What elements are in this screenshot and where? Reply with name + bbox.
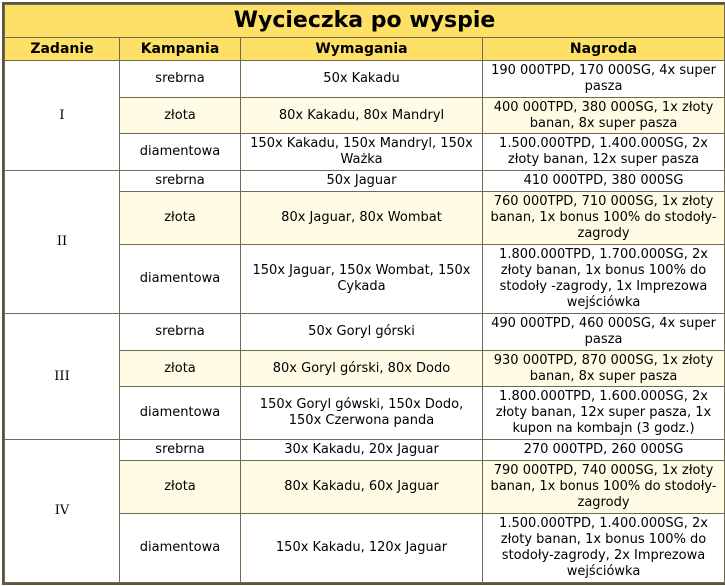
- wymagania-cell: 80x Kakadu, 60x Jaguar: [241, 461, 483, 514]
- nagroda-cell: 400 000TPD, 380 000SG, 1x złoty banan, 8x super pasza: [483, 98, 725, 134]
- kampania-cell: srebrna: [120, 314, 241, 351]
- wymagania-cell: 30x Kakadu, 20x Jaguar: [241, 440, 483, 461]
- campaign-table-container: [2, 2, 725, 585]
- kampania-cell: diamentowa: [120, 387, 241, 440]
- nagroda-cell: 760 000TPD, 710 000SG, 1x złoty banan, 1x bonus 100% do stodoły-zagrody: [483, 192, 725, 245]
- wymagania-cell: 80x Jaguar, 80x Wombat: [241, 192, 483, 245]
- task-cell: IV: [5, 440, 120, 583]
- kampania-cell: złota: [120, 461, 241, 514]
- nagroda-cell: 930 000TPD, 870 000SG, 1x złoty banan, 8x super pasza: [483, 351, 725, 387]
- table-title: Wycieczka po wyspie: [5, 5, 725, 38]
- wymagania-cell: 50x Kakadu: [241, 61, 483, 98]
- header-nagroda: Nagroda: [483, 38, 725, 61]
- kampania-cell: diamentowa: [120, 245, 241, 314]
- wymagania-cell: 80x Goryl górski, 80x Dodo: [241, 351, 483, 387]
- nagroda-cell: 1.800.000TPD, 1.700.000SG, 2x złoty banan, 1x bonus 100% do stodoły -zagrody, 1x Imprezowa wejściówka: [483, 245, 725, 314]
- nagroda-cell: 1.500.000TPD, 1.400.000SG, 2x złoty banan, 1x bonus 100% do stodoły-zagrody, 2x Imprezowa wejściówka: [483, 514, 725, 583]
- kampania-cell: srebrna: [120, 440, 241, 461]
- table-row: [5, 314, 725, 351]
- kampania-cell: złota: [120, 98, 241, 134]
- wymagania-cell: 80x Kakadu, 80x Mandryl: [241, 98, 483, 134]
- kampania-cell: złota: [120, 351, 241, 387]
- nagroda-cell: 1.800.000TPD, 1.600.000SG, 2x złoty banan, 12x super pasza, 1x kupon na kombajn (3 godz.): [483, 387, 725, 440]
- header-wymagania: Wymagania: [241, 38, 483, 61]
- wymagania-cell: 150x Jaguar, 150x Wombat, 150x Cykada: [241, 245, 483, 314]
- wymagania-cell: 50x Jaguar: [241, 171, 483, 192]
- kampania-cell: złota: [120, 192, 241, 245]
- table-row: [5, 171, 725, 192]
- header-kampania: Kampania: [120, 38, 241, 61]
- kampania-cell: srebrna: [120, 61, 241, 98]
- wymagania-cell: 150x Goryl gówski, 150x Dodo, 150x Czerwona panda: [241, 387, 483, 440]
- wymagania-cell: 50x Goryl górski: [241, 314, 483, 351]
- wymagania-cell: 150x Kakadu, 120x Jaguar: [241, 514, 483, 583]
- task-cell: I: [5, 61, 120, 171]
- nagroda-cell: 1.500.000TPD, 1.400.000SG, 2x złoty banan, 12x super pasza: [483, 134, 725, 171]
- kampania-cell: srebrna: [120, 171, 241, 192]
- task-cell: II: [5, 171, 120, 314]
- kampania-cell: diamentowa: [120, 514, 241, 583]
- task-cell: III: [5, 314, 120, 440]
- header-zadanie: Zadanie: [5, 38, 120, 61]
- nagroda-cell: 790 000TPD, 740 000SG, 1x złoty banan, 1x bonus 100% do stodoły-zagrody: [483, 461, 725, 514]
- nagroda-cell: 410 000TPD, 380 000SG: [483, 171, 725, 192]
- kampania-cell: diamentowa: [120, 134, 241, 171]
- table-row: [5, 61, 725, 98]
- nagroda-cell: 190 000TPD, 170 000SG, 4x super pasza: [483, 61, 725, 98]
- nagroda-cell: 270 000TPD, 260 000SG: [483, 440, 725, 461]
- nagroda-cell: 490 000TPD, 460 000SG, 4x super pasza: [483, 314, 725, 351]
- table-row: [5, 440, 725, 461]
- campaign-table: [4, 4, 725, 583]
- wymagania-cell: 150x Kakadu, 150x Mandryl, 150x Ważka: [241, 134, 483, 171]
